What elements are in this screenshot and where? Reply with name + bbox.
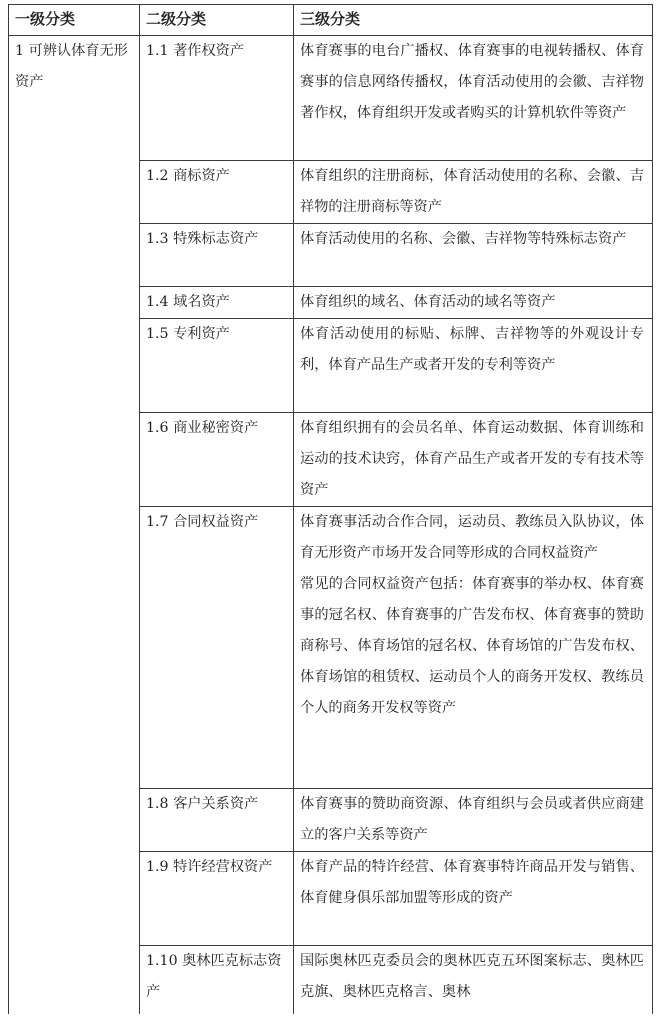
level3-cell: 体育组织的域名、体育活动的域名等资产 bbox=[294, 287, 653, 319]
level2-cell: 1.5 专利资产 bbox=[140, 319, 294, 413]
level3-cell bbox=[294, 507, 653, 789]
level2-cell: 1.7 合同权益资产 bbox=[140, 507, 294, 789]
header-row bbox=[9, 5, 653, 36]
level2-cell: 1.8 客户关系资产 bbox=[140, 789, 294, 852]
level1-cell: 1 可辨认体育无形资产 bbox=[9, 36, 140, 1014]
level3-cell: 体育赛事的赞助商资源、体育组织与会员或者供应商建立的客户关系等资产 bbox=[294, 789, 653, 852]
level3-paragraph: 体育赛事活动合作合同，运动员、教练员入队协议，体育无形资产市场开发合同等形成的合同权益资产 bbox=[300, 514, 644, 561]
classification-table bbox=[8, 4, 653, 1014]
level2-cell: 1.3 特殊标志资产 bbox=[140, 224, 294, 287]
level2-cell: 1.4 域名资产 bbox=[140, 287, 294, 319]
level3-cell: 体育活动使用的标贴、标牌、吉祥物等的外观设计专利，体育产品生产或者开发的专利等资产 bbox=[294, 319, 653, 413]
level2-cell: 1.10 奥林匹克标志资产 bbox=[140, 946, 294, 1014]
header-level2: 二级分类 bbox=[140, 5, 294, 36]
level2-cell: 1.6 商业秘密资产 bbox=[140, 413, 294, 507]
level3-cell: 体育组织的注册商标，体育活动使用的名称、会徽、吉祥物的注册商标等资产 bbox=[294, 161, 653, 224]
level3-cell: 体育赛事的电台广播权、体育赛事的电视转播权、体育赛事的信息网络传播权，体育活动使用的会徽、吉祥物著作权，体育组织开发或者购买的计算机软件等资产 bbox=[294, 36, 653, 161]
level3-cell: 体育产品的特许经营、体育赛事特许商品开发与销售、体育健身俱乐部加盟等形成的资产 bbox=[294, 852, 653, 946]
header-level3: 三级分类 bbox=[294, 5, 653, 36]
level2-cell: 1.2 商标资产 bbox=[140, 161, 294, 224]
header-level1: 一级分类 bbox=[9, 5, 140, 36]
level3-cell: 体育活动使用的名称、会徽、吉祥物等特殊标志资产 bbox=[294, 224, 653, 287]
level3-paragraph: 常见的合同权益资产包括：体育赛事的举办权、体育赛事的冠名权、体育赛事的广告发布权、体育赛事的赞助商称号、体育场馆的冠名权、体育场馆的广告发布权、体育场馆的租赁权、运动员个人的商务开发权、教练员个人的商务开发权等资产 bbox=[300, 576, 644, 716]
level3-cell: 国际奥林匹克委员会的奥林匹克五环图案标志、奥林匹克旗、奥林匹克格言、奥林 bbox=[294, 946, 653, 1014]
level2-cell: 1.9 特许经营权资产 bbox=[140, 852, 294, 946]
level2-cell: 1.1 著作权资产 bbox=[140, 36, 294, 161]
table-row bbox=[9, 36, 653, 161]
level3-cell: 体育组织拥有的会员名单、体育运动数据、体育训练和运动的技术诀窍，体育产品生产或者开发的专有技术等资产 bbox=[294, 413, 653, 507]
